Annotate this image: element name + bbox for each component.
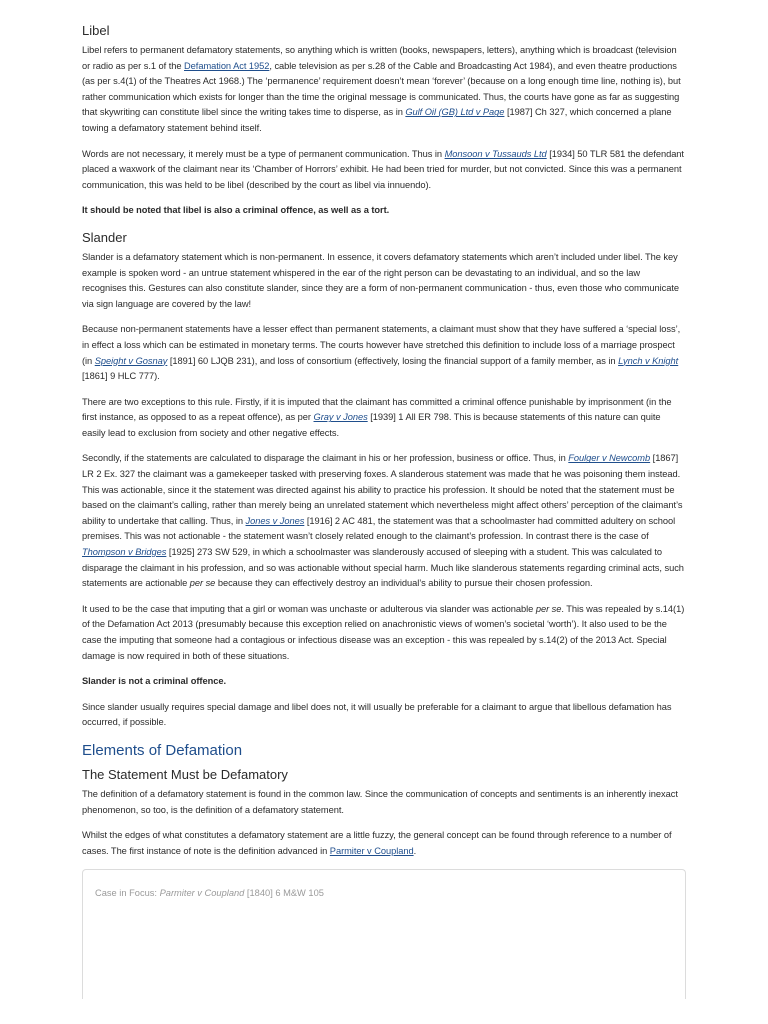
libel-paragraph-2: Words are not necessary, it merely must be a type of permanent communication. Thus in Monsoon v Tussauds Ltd [1934] 50 TLR 581 the defendant placed a waxwork of the claimant near its ‘Chamber of Horrors’ exhibit. He had been tried for murder, but not convicted. Since this was a permanent communication, this was held to be libel (described by the court as libel via innuendo). (82, 148, 684, 190)
libel-heading: Libel (82, 23, 110, 38)
gray-case-link[interactable]: Gray v Jones (313, 412, 368, 423)
elements-heading: Elements of Defamation (82, 741, 243, 759)
slander-paragraph-4: Secondly, if the statements are calculated to disparage the claimant in his or her profession, business or office. Thus, in Foulger v Newcomb [1867] LR 2 Ex. 327 the claimant was a gamekeeper tasked with preserving foxes. A slanderous statement was made that he was poisoning them instead. This was actionable, since it the statement was directed against his ability to practice his profession. It should be noted that the statement must be based on the claimant’s calling, rather than merely being an unrelated statement which nevertheless might affect others’ perception of the claimant’s ability to undertake that calling. Thus, in Jones v Jones [1916] 2 AC 481, the statement was that a schoolmaster had committed adultery on school premises. This was not actionable - the statement wasn’t closely related enough to the claimant’s profession. In contrast there is the case of Thompson v Bridges [1925] 273 SW 529, in which a schoolmaster was slanderously accused of sleeping with a student. This was calculated to disparage the claimant in his profession, and so was actionable without special harm. Much like slanderous statements regarding criminal acts, such statements are actionable per se because they can effectively destroy an individual’s ability to pursue their chosen profession. (82, 453, 684, 589)
defamation-act-1952-link[interactable]: Defamation Act 1952 (184, 60, 270, 71)
libel-paragraph-1: Libel refers to permanent defamatory statements, so anything which is written (books, newspapers, letters), anything which is broadcast (television or radio as per s.1 of the Defamation Act 1952, cable television as per s.28 of the Cable and Broadcasting Act 1984), and even theatre productions (as per s.4(1) of the Theatres Act 1968.) The ‘permanence’ requirement doesn’t mean ‘forever’ (because on a long enough time line, nothing is), but rather communication which exists for longer than the time the original message is communicated. Thus, the courts have gone as far as suggesting that skywriting can constitute libel since the writing takes time to disperse, as in Gulf Oil (GB) Ltd v Page [1987] Ch 327, which concerned a plane towing a defamatory statement behind itself. (82, 45, 681, 133)
speight-case-link[interactable]: Speight v Gosnay (94, 355, 168, 366)
slander-paragraph-6: Since slander usually requires special damage and libel does not, it will usually be preferable for a claimant to argue that libellous defamation has occurred, if possible. (82, 701, 672, 728)
slander-paragraph-3: There are two exceptions to this rule. Firstly, if it is imputed that the claimant has committed a criminal offence punishable by imprisonment (in the first instance, as opposed to as a repeat offence), as per Gray v Jones [1939] 1 All ER 798. This is because statements of this nature can quite easily lead to exclusion from society and other negative effects. (82, 396, 672, 438)
slander-note: Slander is not a criminal offence. (82, 676, 226, 687)
libel-note: It should be noted that libel is also a criminal offence, as well as a tort. (82, 205, 390, 216)
gulf-oil-case-link[interactable]: Gulf Oil (GB) Ltd v Page (405, 107, 505, 118)
slander-paragraph-5: It used to be the case that imputing that a girl or woman was unchaste or adulterous via slander was actionable per se. This was repealed by s.14(1) of the Defamation Act 2013 (presumably because this exception relied on anachronistic views of women’s societal ‘worth’). It also used to be the case the imputing that someone had a contagious or infectious disease was an exception - this was repealed by s.14(2) of the 2013 Act. Special damage is now required in both of these situations. (82, 603, 685, 661)
defamatory-subheading: The Statement Must be Defamatory (82, 766, 288, 782)
slander-paragraph-2: Because non-permanent statements have a lesser effect than permanent statements, a claimant must show that they have suffered a ‘special loss’, in effect a loss which can be estimated in monetary terms. The courts however have stretched this definition to include loss of a marriage prospect (in Speight v Gosnay [1891] 60 LJQB 231), and loss of consortium (effectively, losing the financial support of a family member, as in Lynch v Knight [1861] 9 HLC 777). (82, 324, 681, 382)
lynch-case-link[interactable]: Lynch v Knight (618, 355, 679, 366)
elements-paragraph-1: The definition of a defamatory statement is found in the common law. Since the communication of concepts and sentiments is an inherently inexact phenomenon, so too, is the definition of a defamatory statement. (82, 788, 678, 815)
case-in-focus-caption: Case in Focus: Parmiter v Coupland [1840] 6 M&W 105 (95, 888, 324, 899)
thompson-case-link[interactable]: Thompson v Bridges (82, 547, 167, 558)
monsoon-case-link[interactable]: Monsoon v Tussauds Ltd (444, 148, 547, 159)
jones-case-link[interactable]: Jones v Jones (245, 515, 305, 526)
foulger-case-link[interactable]: Foulger v Newcomb (568, 453, 651, 464)
slander-heading: Slander (82, 229, 127, 245)
case-in-focus-box (82, 869, 686, 999)
parmiter-case-link[interactable]: Parmiter v Coupland (329, 845, 414, 856)
slander-paragraph-1: Slander is a defamatory statement which is non-permanent. In essence, it covers defamatory statements which aren’t included under libel. The key example is spoken word - an untrue statement whispered in the ear of the right person can be devastating to an individual, and so the law recognises this. Gestures can also constitute slander, since they are a form of non-permanent communication - thus, even those who communicate via sign language are covered by the law! (82, 251, 679, 309)
elements-paragraph-2: Whilst the edges of what constitutes a defamatory statement are a little fuzzy, the general concept can be found through reference to a number of cases. The first instance of note is the definition advanced in Parmiter v Coupland. (82, 830, 672, 856)
